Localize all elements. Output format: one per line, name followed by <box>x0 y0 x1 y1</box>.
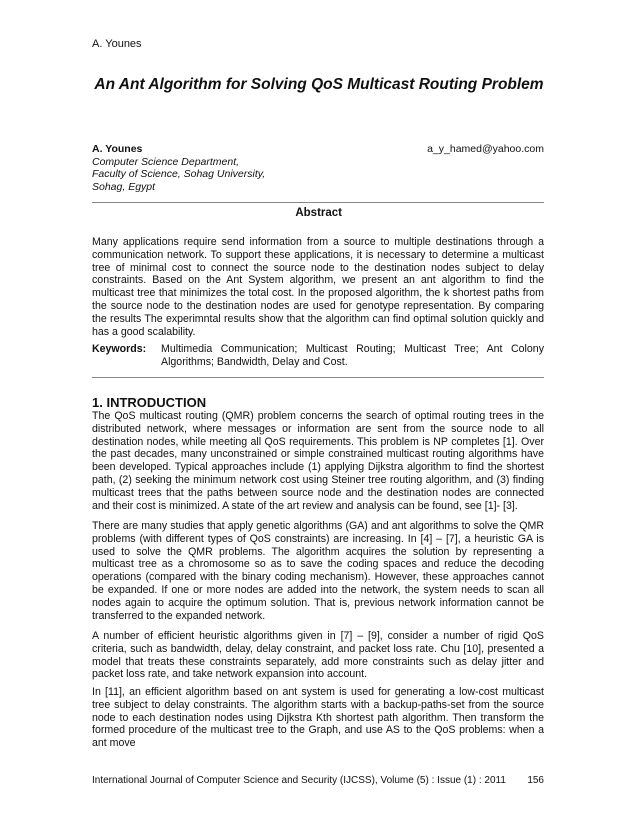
affiliation-line: Faculty of Science, Sohag University, <box>92 168 266 180</box>
affiliation-line: Computer Science Department, <box>92 155 240 168</box>
body-paragraph: There are many studies that apply genetic algorithms (GA) and ant algorithms to solve the QMR problems (with different types of QoS constraints) are increasing. In [4] – [7], a heuristic GA is used to solve the QMR problems. The algorithm acquires the solution by representing a multicast tree as a chromosome so as to save the coding spaces and reduce the decoding operations (compared with the binary coding mechanism). However, these approaches cannot be expanded. If one or more nodes are added into the network, the system needs to scan all nodes again to acquire the optimum solution. That is, previous network information cannot be transferred to the expanded network. <box>92 520 544 622</box>
footer-journal: International Journal of Computer Science and Security (IJCSS), Volume (5) : Issue (1) : 2011 <box>92 775 506 786</box>
paper-title: An Ant Algorithm for Solving QoS Multicast Routing Problem <box>94 76 544 93</box>
keywords-text: Multimedia Communication; Multicast Routing; Multicast Tree; Ant Colony Algorithms; Bandwidth, Delay and Cost. <box>161 343 544 368</box>
page-footer <box>92 775 544 786</box>
keywords-label: Keywords: <box>92 343 147 355</box>
abstract-text: Many applications require send information from a source to multiple destinations through a communication network. To support these applications, it is necessary to determine a multicast tree of minimal cost to connect the source node to the destination nodes subject to delay constraints. Based on the Ant System algorithm, we present an ant algorithm to find the multicast tree that minimizes the total cost. In the proposed algorithm, the k shortest paths from the source node to the destination nodes are used for genotype representation. By comparing the results The experimntal results show that the algorithm can find optimal solution quickly and has a good scalability. <box>92 236 544 338</box>
divider-rule <box>92 202 544 203</box>
running-head: A. Younes <box>92 38 142 50</box>
body-paragraph: A number of efficient heuristic algorithms given in [7] – [9], consider a number of rigid QoS criteria, such as bandwidth, delay, delay constraint, and packet loss rate. Chu [10], presented a model that treats these constraints separately, add more constraints such as delay jitter and packet loss rate, and take network expansion into account. <box>92 630 544 681</box>
keywords-block <box>92 343 544 369</box>
author-block <box>92 143 544 193</box>
body-paragraph: The QoS multicast routing (QMR) problem concerns the search of optimal routing trees in the distributed network, where messages or information are sent from the source node to all destination nodes, while meeting all QoS requirements. This problem is NP completes [1]. Over the past decades, many unconstrained or simple constrained multicast routing algorithms have been developed. Typical approaches include (1) applying Dijkstra algorithm to find the shortest path, (2) seeking the minimum network cost using Steiner tree routing algorithm, and (3) finding multicast trees that the paths between source node and the destination nodes are connected and their cost is minimized. A state of the art review and analysis can be found, see [1]- [3]. <box>92 410 544 512</box>
affiliation-line: Sohag, Egypt <box>92 180 156 193</box>
author-email: a_y_hamed@yahoo.com <box>427 143 544 155</box>
divider-rule <box>92 377 544 378</box>
body-paragraph: In [11], an efficient algorithm based on ant system is used for generating a low-cost multicast tree subject to delay constraints. The algorithm starts with a backup-paths-set from the source node to each destination nodes using Dijkstra Kth shortest path algorithm. Then transform the formed procedure of the multicast tree to the Graph, and use AS to the QoS problems: when a ant move <box>92 686 544 750</box>
author-name: A. Younes <box>92 143 143 155</box>
section-heading: 1. INTRODUCTION <box>92 395 207 410</box>
abstract-heading: Abstract <box>295 207 342 219</box>
page-number: 156 <box>527 775 544 786</box>
